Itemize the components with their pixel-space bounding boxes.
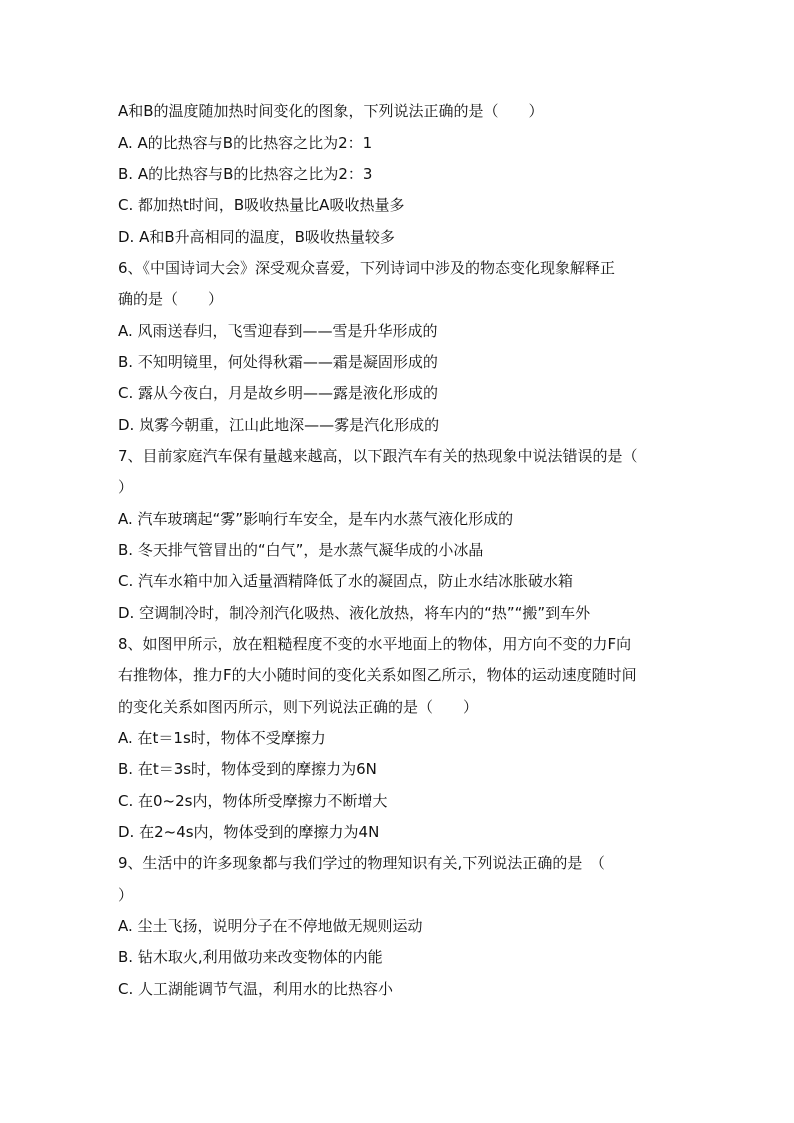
q8-stem-line-1: 8、如图甲所示，放在粗糙程度不变的水平地面上的物体，用方向不变的力F向 — [118, 635, 632, 653]
q9-option-b: B. 钻木取火,利用做功来改变物体的内能 — [118, 948, 383, 966]
q6-option-d: D. 岚雾今朝重，江山此地深——雾是汽化形成的 — [118, 416, 440, 434]
q8-stem-line-3: 的变化关系如图丙所示，则下列说法正确的是（ ） — [118, 698, 479, 716]
q7-option-b: B. 冬天排气管冒出的“白气”，是水蒸气凝华成的小冰晶 — [118, 541, 484, 559]
q6-stem-line-2: 确的是（ ） — [118, 290, 224, 308]
q5-option-b: B. A的比热容与B的比热容之比为2：3 — [118, 165, 373, 183]
q5-option-a: A. A的比热容与B的比热容之比为2：1 — [118, 134, 373, 152]
q7-stem-line-1: 7、目前家庭汽车保有量越来越高，以下跟汽车有关的热现象中说法错误的是（ — [118, 447, 638, 465]
q8-option-d: D. 在2~4s内，物体受到的摩擦力为4N — [118, 823, 380, 841]
q6-option-c: C. 露从今夜白，月是故乡明——露是液化形成的 — [118, 384, 439, 402]
q5-option-d: D. A和B升高相同的温度，B吸收热量较多 — [118, 228, 395, 246]
q8-option-c: C. 在0~2s内，物体所受摩擦力不断增大 — [118, 792, 388, 810]
q8-stem-line-2: 右推物体，推力F的大小随时间的变化关系如图乙所示，物体的运动速度随时间 — [118, 666, 637, 684]
q9-option-c: C. 人工湖能调节气温，利用水的比热容小 — [118, 980, 394, 998]
q7-option-c: C. 汽车水箱中加入适量酒精降低了水的凝固点，防止水结冰胀破水箱 — [118, 572, 574, 590]
q5-stem-line: A和B的温度随加热时间变化的图象，下列说法正确的是（ ） — [118, 102, 544, 120]
q9-option-a: A. 尘土飞扬，说明分子在不停地做无规则运动 — [118, 917, 423, 935]
q5-option-c: C. 都加热t时间，B吸收热量比A吸收热量多 — [118, 196, 405, 214]
q8-option-b: B. 在t＝3s时，物体受到的摩擦力为6N — [118, 760, 377, 778]
q6-option-a: A. 风雨送春归，飞雪迎春到——雪是升华形成的 — [118, 322, 438, 340]
q7-option-d: D. 空调制冷时，制冷剂汽化吸热、液化放热，将车内的“热”“搬”到车外 — [118, 604, 591, 622]
q7-option-a: A. 汽车玻璃起“雾”影响行车安全，是车内水蒸气液化形成的 — [118, 510, 514, 528]
q8-option-a: A. 在t＝1s时，物体不受摩擦力 — [118, 729, 326, 747]
q6-option-b: B. 不知明镜里，何处得秋霜——霜是凝固形成的 — [118, 353, 438, 371]
q7-stem-line-2: ） — [118, 478, 134, 496]
q9-stem-line-1: 9、生活中的许多现象都与我们学过的物理知识有关,下列说法正确的是 （ — [118, 854, 605, 872]
q9-stem-line-2: ） — [118, 886, 134, 904]
q6-stem-line-1: 6、《中国诗词大会》深受观众喜爱，下列诗词中涉及的物态变化现象解释正 — [118, 259, 616, 277]
